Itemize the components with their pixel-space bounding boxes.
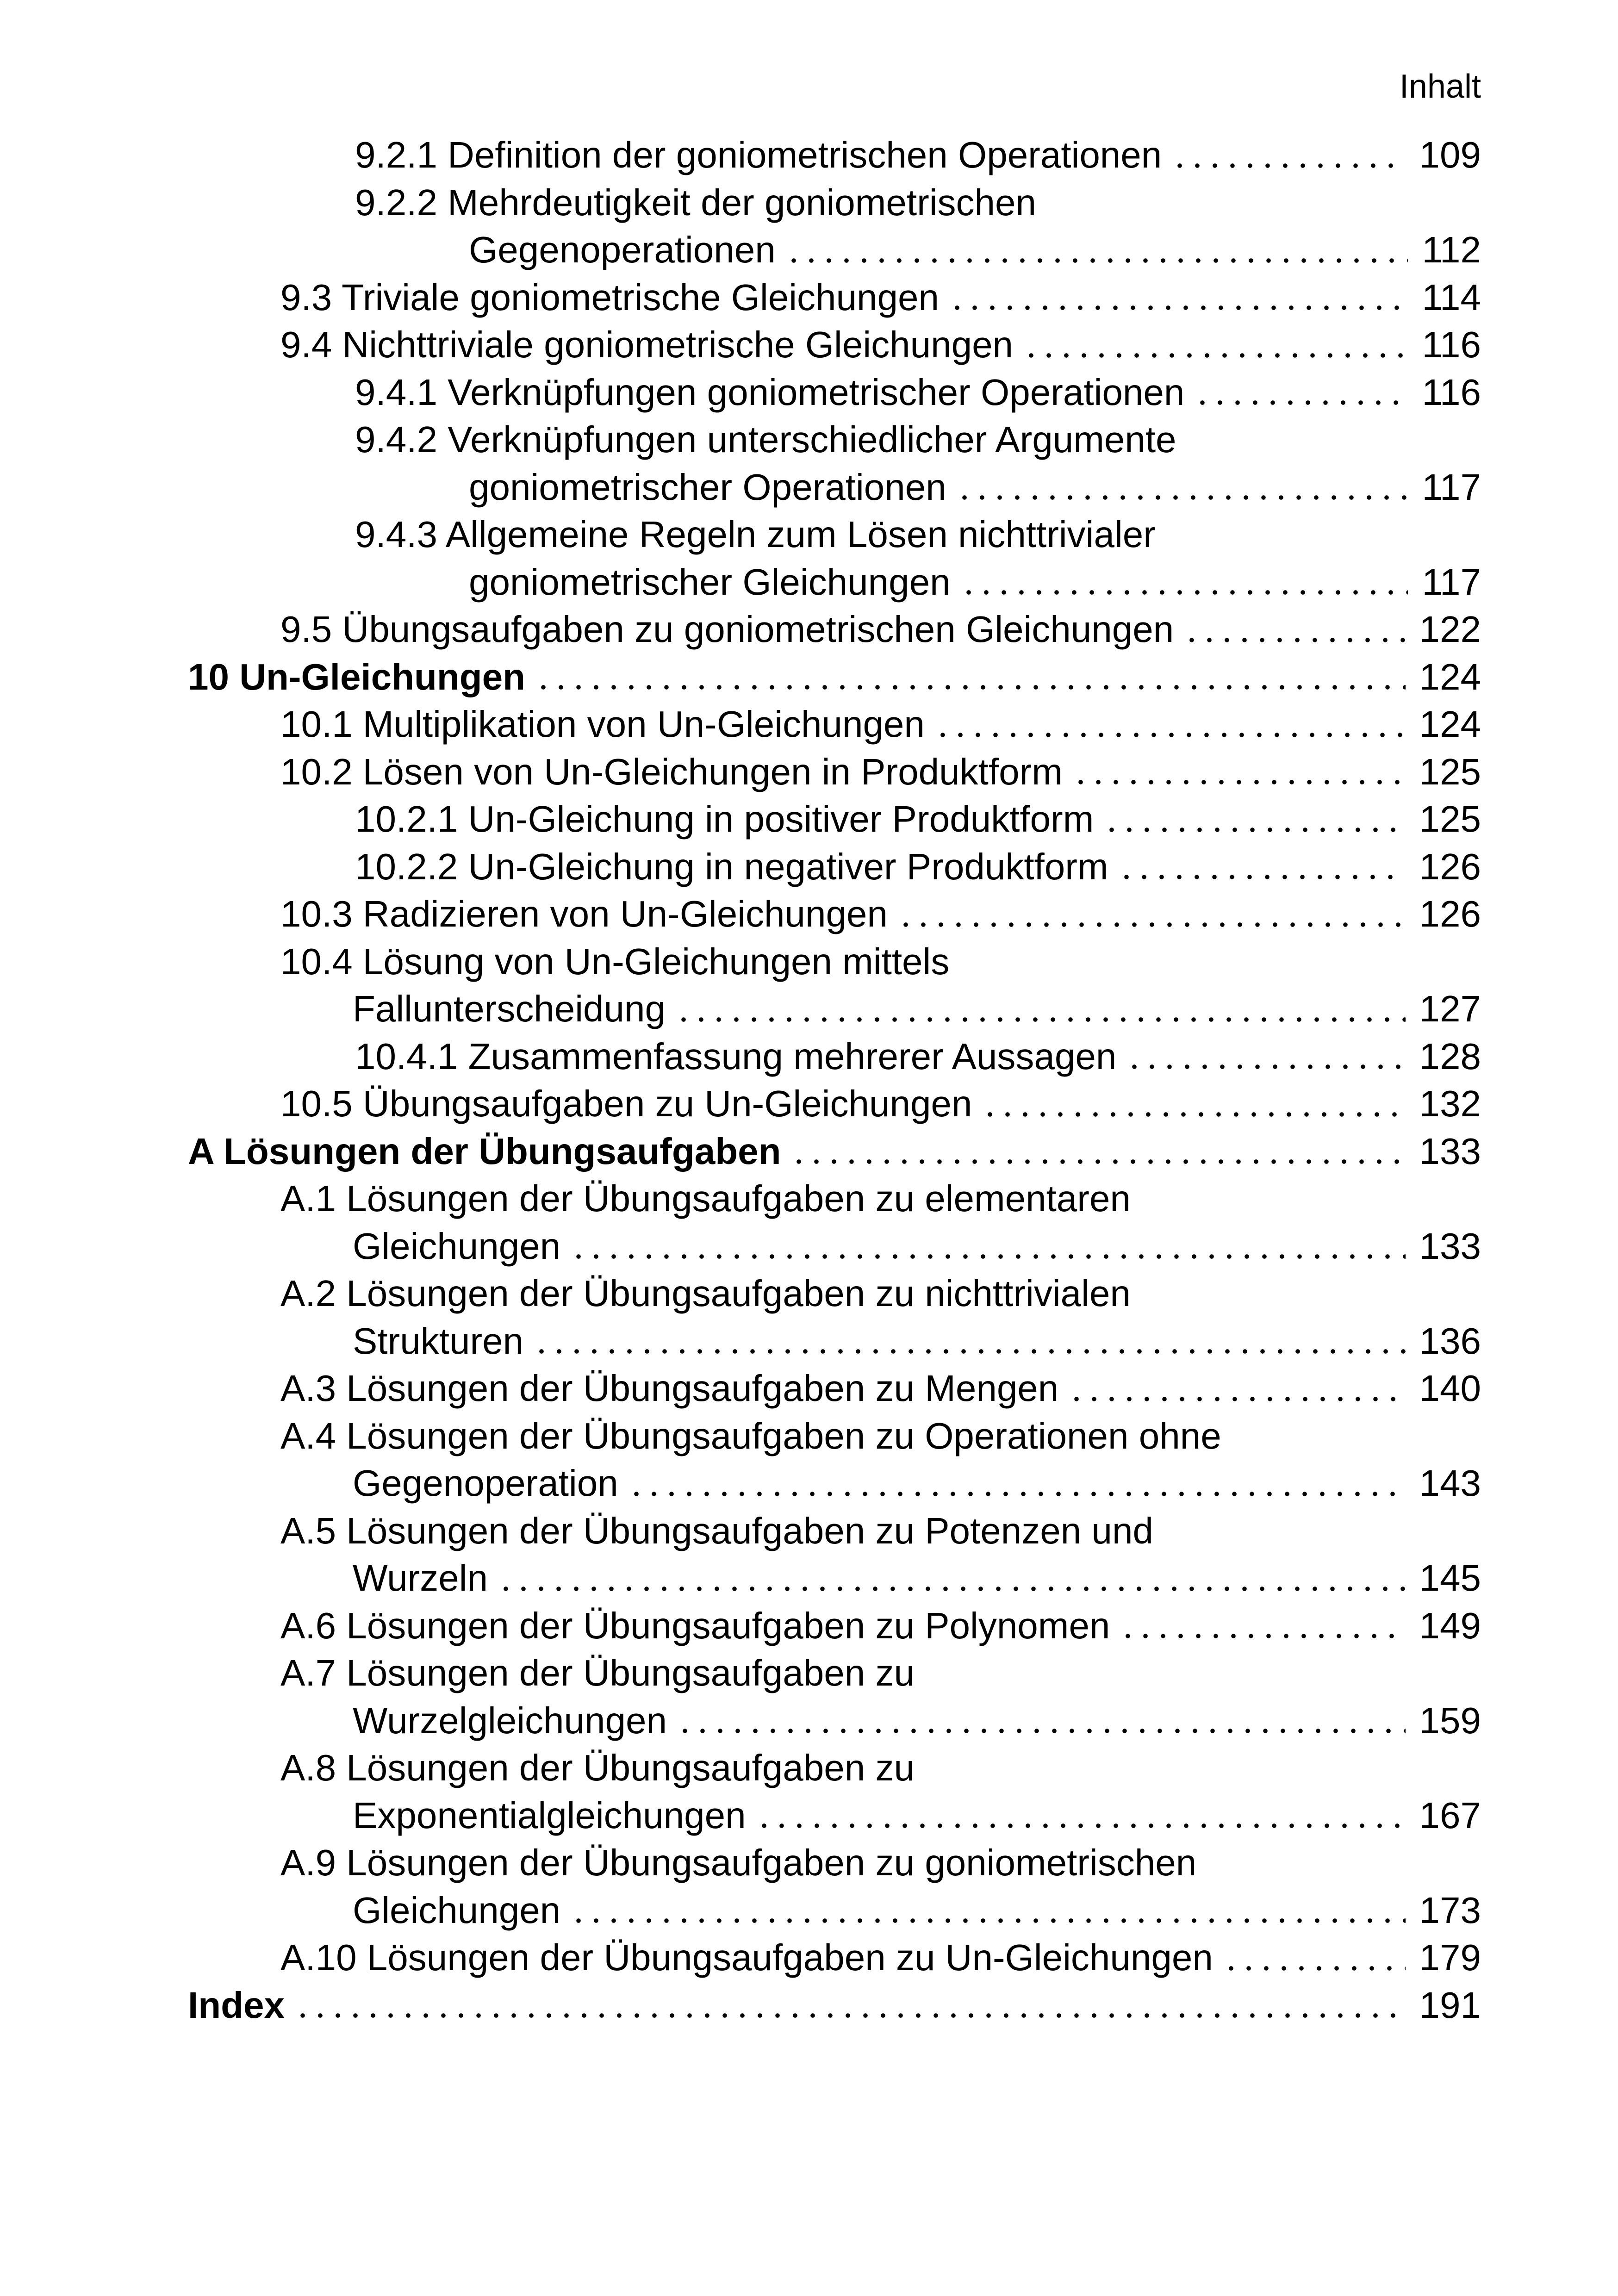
toc-entry-title: A.10 Lösungen der Übungsaufgaben zu Un-Gleichungen	[280, 1937, 1213, 1978]
toc-entry-title: Wurzelgleichungen	[353, 1699, 667, 1741]
toc-entry-title: 9.2.1 Definition der goniometrischen Operationen	[355, 134, 1162, 175]
toc-entry-title: 10 Un-Gleichungen	[188, 656, 525, 697]
toc-entry	[188, 226, 1481, 274]
toc-entry	[188, 1887, 1481, 1935]
toc-page-number: 114	[1422, 276, 1481, 318]
toc-page-number: 126	[1419, 893, 1481, 934]
toc-page-number: 167	[1419, 1794, 1481, 1836]
dot-leader	[1171, 163, 1405, 168]
dot-leader	[897, 922, 1406, 927]
dot-leader	[294, 2013, 1406, 2018]
toc-page-number: 125	[1419, 751, 1481, 792]
toc-page-number: 117	[1422, 466, 1481, 508]
toc-entry	[188, 1555, 1481, 1602]
toc-page-number: 132	[1419, 1083, 1481, 1124]
dot-leader	[1103, 828, 1405, 832]
dot-leader	[1194, 400, 1408, 405]
toc-entry-title: Wurzeln	[353, 1557, 488, 1599]
toc-entry	[188, 606, 1481, 653]
toc-entry	[188, 511, 1481, 559]
toc-entry	[188, 274, 1481, 322]
toc-entry-title: 10.2 Lösen von Un-Gleichungen in Produktform	[280, 751, 1063, 792]
dot-leader	[570, 1254, 1405, 1259]
dot-leader	[676, 1729, 1406, 1733]
toc-entry-title: A.4 Lösungen der Übungsaufgaben zu Operationen ohne	[280, 1415, 1221, 1456]
toc-entry-title: Gegenoperationen	[469, 229, 776, 270]
toc-entry	[188, 321, 1481, 369]
toc-entry-title: 9.4 Nichttriviale goniometrische Gleichungen	[280, 324, 1014, 365]
dot-leader	[956, 495, 1408, 500]
toc-entry	[188, 1744, 1481, 1792]
toc-entry	[188, 1934, 1481, 1982]
toc-page-number: 159	[1419, 1699, 1481, 1741]
dot-leader	[675, 1017, 1406, 1022]
toc-page-number: 117	[1422, 561, 1481, 603]
toc-list	[188, 131, 1481, 2029]
toc-entry	[188, 938, 1481, 986]
toc-entry	[188, 1649, 1481, 1697]
toc-entry-title: 9.4.3 Allgemeine Regeln zum Lösen nichttrivialer	[355, 514, 1156, 555]
toc-page-number: 191	[1419, 1984, 1481, 2026]
dot-leader	[960, 590, 1408, 595]
toc-entry	[188, 1507, 1481, 1555]
toc-entry	[188, 701, 1481, 748]
toc-entry	[188, 1175, 1481, 1223]
dot-leader	[1072, 780, 1406, 784]
toc-entry-title: 10.4 Lösung von Un-Gleichungen mittels	[280, 940, 950, 982]
dot-leader	[1183, 638, 1405, 642]
toc-entry-title: Strukturen	[353, 1320, 524, 1362]
toc-entry-title: 9.4.2 Verknüpfungen unterschiedlicher Argumente	[355, 419, 1176, 460]
toc-page-number: 124	[1419, 703, 1481, 745]
toc-entry-title: goniometrischer Gleichungen	[469, 561, 951, 603]
toc-entry	[188, 1365, 1481, 1412]
toc-entry-title: A.2 Lösungen der Übungsaufgaben zu nichttrivialen	[280, 1273, 1131, 1314]
toc-page-number: 124	[1419, 656, 1481, 697]
toc-page-number: 173	[1419, 1889, 1481, 1931]
toc-entry	[188, 1033, 1481, 1081]
toc-entry-title: 9.5 Übungsaufgaben zu goniometrischen Gleichungen	[280, 609, 1174, 650]
toc-entry-title: A.5 Lösungen der Übungsaufgaben zu Potenzen und	[280, 1510, 1153, 1551]
toc-page-number: 128	[1419, 1035, 1481, 1077]
page-header: Inhalt	[1399, 68, 1481, 105]
dot-leader	[628, 1492, 1406, 1496]
toc-entry	[188, 1318, 1481, 1365]
toc-entry	[188, 1697, 1481, 1745]
toc-entry	[188, 1460, 1481, 1507]
dot-leader	[570, 1918, 1405, 1923]
toc-entry	[188, 653, 1481, 701]
toc-entry	[188, 1128, 1481, 1176]
toc-entry-title: Gleichungen	[353, 1225, 561, 1267]
toc-entry-title: A.7 Lösungen der Übungsaufgaben zu	[280, 1652, 915, 1693]
dot-leader	[981, 1112, 1405, 1117]
toc-entry-title: Exponentialgleichungen	[353, 1794, 746, 1836]
toc-entry	[188, 1270, 1481, 1318]
toc-page-number: 143	[1419, 1462, 1481, 1504]
toc-entry	[188, 1839, 1481, 1887]
toc-entry-title: 9.3 Triviale goniometrische Gleichungen	[280, 276, 940, 318]
dot-leader	[497, 1587, 1406, 1591]
dot-leader	[1126, 1064, 1405, 1069]
toc-page-number: 133	[1419, 1225, 1481, 1267]
toc-page-number: 133	[1419, 1130, 1481, 1172]
toc-entry-title: A.6 Lösungen der Übungsaufgaben zu Polynomen	[280, 1605, 1110, 1646]
toc-entry-title: 10.1 Multiplikation von Un-Gleichungen	[280, 703, 925, 745]
toc-entry-title: Gleichungen	[353, 1889, 561, 1931]
toc-entry-title: 10.3 Radizieren von Un-Gleichungen	[280, 893, 888, 934]
toc-entry-title: 9.2.2 Mehrdeutigkeit der goniometrischen	[355, 181, 1036, 223]
toc-entry-title: Index	[188, 1984, 285, 2026]
toc-entry-title: A.8 Lösungen der Übungsaufgaben zu	[280, 1747, 915, 1788]
toc-entry-title: Gegenoperation	[353, 1462, 618, 1504]
toc-entry	[188, 1602, 1481, 1650]
toc-entry-title: goniometrischer Operationen	[469, 466, 946, 508]
toc-page-number: 126	[1419, 846, 1481, 887]
dot-leader	[948, 305, 1408, 310]
toc-entry-title: 10.2.1 Un-Gleichung in positiver Produktform	[355, 798, 1094, 840]
dot-leader	[1222, 1966, 1406, 1971]
toc-entry	[188, 796, 1481, 843]
toc-page-number: 136	[1419, 1320, 1481, 1362]
toc-entry	[188, 748, 1481, 796]
toc-page-number: 179	[1419, 1937, 1481, 1978]
dot-leader	[1068, 1397, 1405, 1401]
toc-entry-title: A.1 Lösungen der Übungsaufgaben zu elementaren	[280, 1178, 1131, 1219]
toc-page-number: 109	[1419, 134, 1481, 175]
dot-leader	[785, 258, 1408, 263]
toc-entry-title: 9.4.1 Verknüpfungen goniometrischer Operationen	[355, 371, 1185, 413]
toc-entry	[188, 985, 1481, 1033]
toc-entry	[188, 1982, 1481, 2029]
dot-leader	[1118, 875, 1406, 879]
toc-page-number: 149	[1419, 1605, 1481, 1646]
toc-page-number: 122	[1419, 609, 1481, 650]
toc-entry	[188, 890, 1481, 938]
dot-leader	[1022, 353, 1408, 358]
toc-entry-title: 10.5 Übungsaufgaben zu Un-Gleichungen	[280, 1083, 972, 1124]
toc-entry	[188, 843, 1481, 891]
toc-entry-title: Fallunterscheidung	[353, 988, 666, 1029]
toc-page-number: 125	[1419, 798, 1481, 840]
toc-page-number: 116	[1422, 371, 1481, 413]
toc-entry	[188, 1792, 1481, 1840]
dot-leader	[1119, 1634, 1405, 1638]
dot-leader	[533, 1349, 1405, 1354]
dot-leader	[790, 1159, 1405, 1164]
toc-entry	[188, 131, 1481, 179]
toc-page-number: 127	[1419, 988, 1481, 1029]
toc-entry-title: A.9 Lösungen der Übungsaufgaben zu goniometrischen	[280, 1842, 1197, 1883]
toc-entry-title: 10.4.1 Zusammenfassung mehrerer Aussagen	[355, 1035, 1117, 1077]
toc-entry	[188, 1080, 1481, 1128]
toc-entry-title: A.3 Lösungen der Übungsaufgaben zu Mengen	[280, 1368, 1059, 1409]
dot-leader	[934, 733, 1406, 737]
toc-entry-title: 10.2.2 Un-Gleichung in negativer Produktform	[355, 846, 1108, 887]
toc-entry	[188, 559, 1481, 606]
toc-entry	[188, 464, 1481, 511]
dot-leader	[755, 1823, 1406, 1828]
toc-page-number: 112	[1422, 229, 1481, 270]
toc-entry	[188, 1223, 1481, 1270]
toc-page-number: 145	[1419, 1557, 1481, 1599]
toc-entry	[188, 416, 1481, 464]
toc-entry	[188, 179, 1481, 227]
dot-leader	[535, 685, 1406, 690]
toc-entry	[188, 1412, 1481, 1460]
toc-entry	[188, 369, 1481, 417]
toc-page-number: 140	[1419, 1368, 1481, 1409]
toc-entry-title: A Lösungen der Übungsaufgaben	[188, 1130, 781, 1172]
toc-page-number: 116	[1422, 324, 1481, 365]
